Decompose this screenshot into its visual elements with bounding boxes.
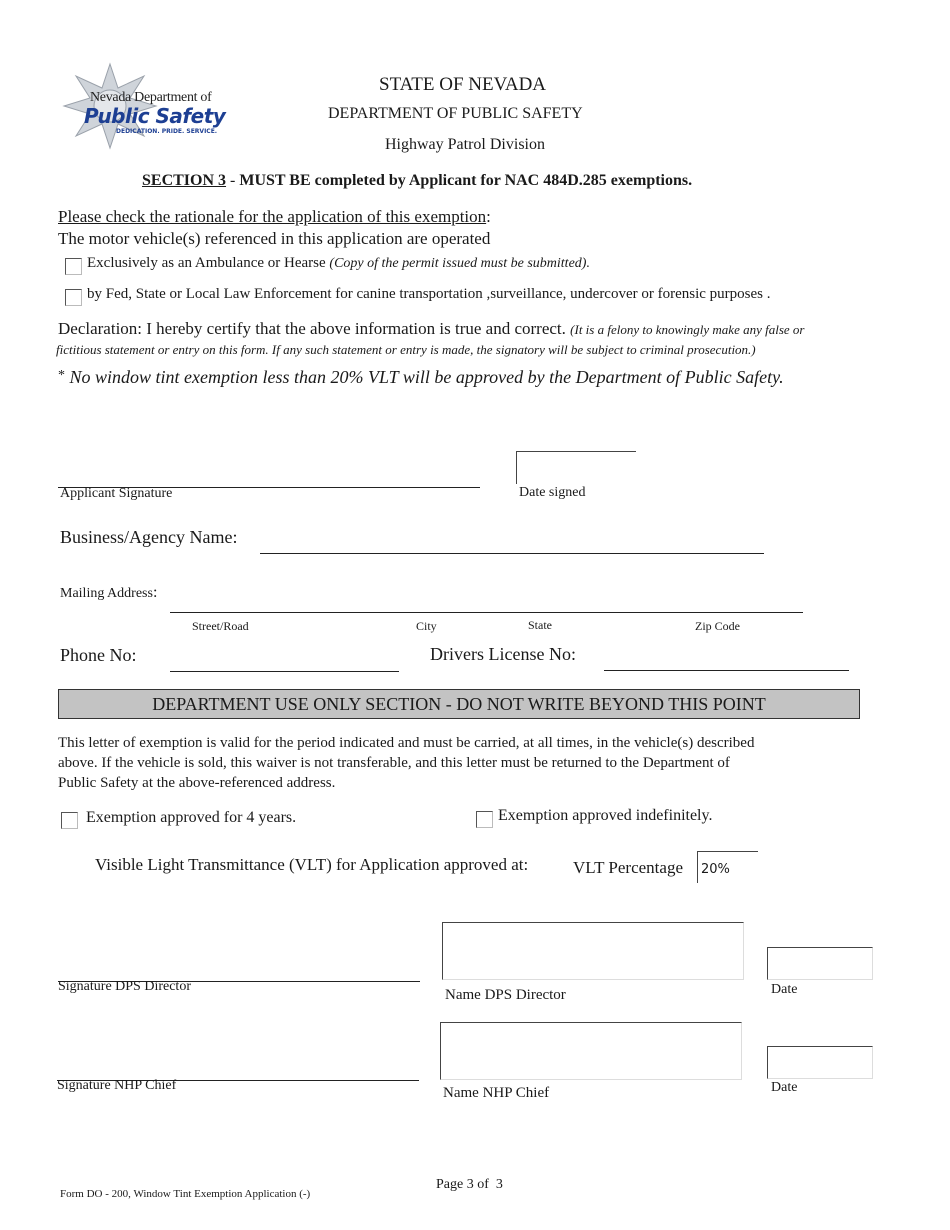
section-title: MUST BE completed by Applicant for NAC 484D.285 exemptions. [239,172,693,189]
mailing-label-text: Mailing Address [60,586,153,601]
rationale-heading-colon: : [486,207,491,226]
date-signed-label: Date signed [519,485,586,500]
section-label: SECTION 3 [142,172,227,189]
tint-notice-text: No window tint exemption less than 20% VLT will be approved by the Department of Public Safety. [69,367,784,387]
form-identifier: Form DO - 200, Window Tint Exemption Application (-) [60,1188,311,1200]
page-number: Page 3 of 3 [436,1177,503,1192]
mailing-address-label [60,584,157,602]
applicant-signature-label: Applicant Signature [60,486,173,501]
chief-name-box[interactable] [440,1022,742,1080]
mailing-label-colon: : [152,584,158,601]
state-title: STATE OF NEVADA [379,74,547,95]
business-name-line[interactable] [260,553,764,554]
department-use-banner [58,689,860,719]
law-enforcement-option: by Fed, State or Local Law Enforcement for canine transportation ,surveillance, undercover or forensic purposes . [87,286,771,302]
declaration-text: Declaration: I hereby certify that the above information is true and correct. [58,319,571,338]
law-enforcement-checkbox[interactable] [65,289,82,306]
chief-date-box[interactable] [767,1046,873,1079]
letter-line-2: above. If the vehicle is sold, this waiver is not transferable, and this letter must be returned to the Department of [58,755,730,771]
director-signature-label: Signature DPS Director [58,979,191,994]
letter-line-1: This letter of exemption is valid for the period indicated and must be carried, at all times, in the vehicle(s) described [58,735,755,751]
phone-line[interactable] [170,671,399,672]
tint-notice [58,367,784,388]
logo-line-2: Public Safety [84,104,226,128]
option-1-text: Exclusively as an Ambulance or Hearse [87,255,330,271]
option-1-note: (Copy of the permit issued must be submitted). [329,256,590,271]
business-name-label: Business/Agency Name: [60,527,238,547]
city-label: City [416,619,437,633]
logo-tagline: DEDICATION. PRIDE. SERVICE. [116,128,218,135]
section-heading [142,172,692,190]
declaration-note-2: fictitious statement or entry on this form. If any such statement or entry is made, the signatory will be subject to criminal prosecution.) [56,342,756,357]
rationale-intro: The motor vehicle(s) referenced in this application are operated [58,229,491,248]
declaration [58,319,804,339]
approved-indefinitely-checkbox[interactable] [476,811,493,828]
vlt-value: 20% [701,862,730,877]
director-name-box[interactable] [442,922,744,980]
director-name-label: Name DPS Director [445,987,566,1003]
chief-date-label: Date [771,1080,798,1095]
approved-indefinitely-label: Exemption approved indefinitely. [498,807,713,824]
declaration-note-1: (It is a felony to knowingly make any false or [570,322,805,337]
department-use-banner-text: DEPARTMENT USE ONLY SECTION - DO NOT WRITE BEYOND THIS POINT [152,694,766,714]
rationale-heading-text: Please check the rationale for the application of this exemption [58,207,487,226]
date-signed-box[interactable] [516,451,636,484]
approved-4-years-label: Exemption approved for 4 years. [86,809,297,826]
department-title: DEPARTMENT OF PUBLIC SAFETY [328,105,583,122]
director-date-label: Date [771,982,798,997]
drivers-license-label: Drivers License No: [430,644,576,664]
chief-name-label: Name NHP Chief [443,1085,550,1101]
chief-signature-label: Signature NHP Chief [57,1078,177,1093]
state-label: State [528,618,552,632]
drivers-license-line[interactable] [604,670,849,671]
logo-line-1: Nevada Department of [90,90,212,105]
ambulance-hearse-checkbox[interactable] [65,258,82,275]
vlt-percentage-label: VLT Percentage [573,858,683,877]
zip-label: Zip Code [695,619,740,633]
division-title: Highway Patrol Division [385,136,545,153]
vlt-label: Visible Light Transmittance (VLT) for Application approved at: [95,855,529,874]
mailing-address-line[interactable] [170,612,803,613]
rationale-heading [58,207,491,227]
street-label: Street/Road [192,619,249,633]
vlt-percentage-field[interactable] [697,851,758,883]
section-separator: - [226,172,240,189]
ambulance-hearse-option [87,255,590,272]
director-date-box[interactable] [767,947,873,980]
tint-notice-asterisk: * [58,368,65,383]
dps-logo [60,62,256,150]
letter-line-3: Public Safety at the above-referenced address. [58,775,336,791]
approved-4-years-checkbox[interactable] [61,812,78,829]
phone-label: Phone No: [60,645,137,665]
